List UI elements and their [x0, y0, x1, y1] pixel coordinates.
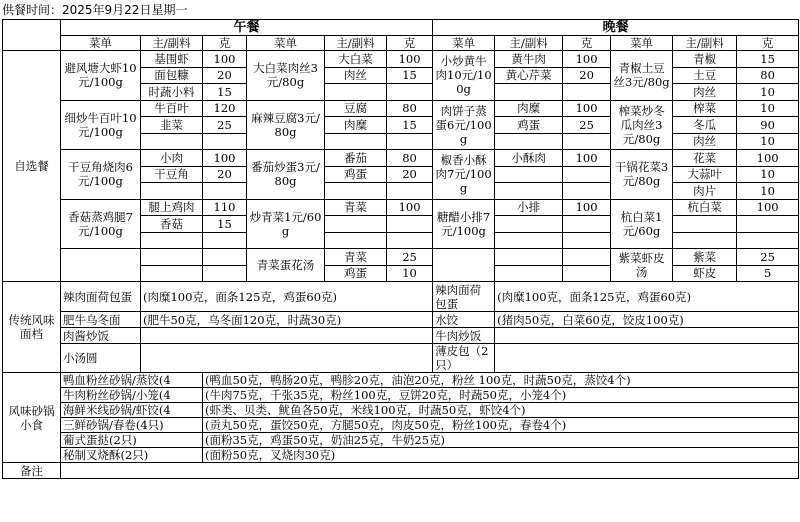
- gram: 80: [387, 150, 433, 167]
- dish-name: 紫菜虾皮汤: [611, 249, 673, 282]
- gram: [737, 216, 799, 233]
- gram: 100: [203, 150, 247, 167]
- gram: [737, 232, 799, 249]
- table-row: [3, 51, 799, 68]
- dish-name: [433, 249, 495, 282]
- gram: 100: [387, 51, 433, 68]
- ingredient: 韭菜: [141, 117, 203, 134]
- gram: 10: [737, 183, 799, 200]
- noodle-desc: [495, 328, 799, 344]
- col-header-dish: 菜单: [247, 36, 325, 51]
- category-shaguo: 风味砂锅小食: [3, 373, 61, 463]
- gram: [387, 133, 433, 150]
- ingredient: 肉糜: [495, 100, 563, 117]
- category-zixuan: 自选餐: [3, 51, 61, 282]
- gram: 15: [387, 67, 433, 84]
- table-row: [3, 418, 799, 433]
- col-header-ingredient: 主/副料: [325, 36, 387, 51]
- ingredient: 虾皮: [673, 265, 737, 282]
- ingredient: 干豆角: [141, 166, 203, 183]
- dish-name: 杭白菜1元/60g: [611, 199, 673, 249]
- ingredient: [495, 265, 563, 282]
- dish-name: 麻辣豆腐3元/80g: [247, 100, 325, 150]
- ingredient: [495, 166, 563, 183]
- gram: [203, 265, 247, 282]
- table-row: [3, 433, 799, 448]
- ingredient: [495, 183, 563, 200]
- noodle-name: 肉酱炒饭: [61, 328, 141, 344]
- ingredient: 豆腐: [325, 100, 387, 117]
- ingredient: 腿上鸡肉: [141, 199, 203, 216]
- category-beizhu: 备注: [3, 463, 61, 479]
- noodle-name: 辣肉面荷包蛋: [61, 282, 141, 312]
- gram: [387, 183, 433, 200]
- gram: [387, 84, 433, 101]
- gram: [563, 232, 611, 249]
- table-row: [3, 328, 799, 344]
- dish-name: 细炒牛百叶10元/100g: [61, 100, 141, 150]
- table-row: [3, 448, 799, 463]
- ingredient: 肉片: [673, 183, 737, 200]
- gram: 110: [203, 199, 247, 216]
- gram: 100: [563, 51, 611, 68]
- ingredient: 花菜: [673, 150, 737, 167]
- ingredient: 青菜: [325, 249, 387, 266]
- ingredient: 面包糠: [141, 67, 203, 84]
- dish-name: 椒香小酥肉7元/100g: [433, 150, 495, 200]
- gram: [387, 232, 433, 249]
- ingredient: 小肉: [141, 150, 203, 167]
- casserole-desc: (牛肉75克，千张35克，粉丝100克，豆饼20克，时蔬50克，小笼4个): [203, 388, 799, 403]
- gram: 20: [203, 166, 247, 183]
- ingredient: [141, 133, 203, 150]
- table-row: [3, 282, 799, 312]
- table-row: [3, 36, 799, 51]
- noodle-desc: (猪肉50克，白菜60克，饺皮100克): [495, 312, 799, 328]
- gram: [563, 216, 611, 233]
- dish-name: 香菇蒸鸡腿7元/100g: [61, 199, 141, 249]
- gram: [563, 265, 611, 282]
- ingredient: [325, 232, 387, 249]
- casserole-name: 海鲜米线砂锅/虾饺(4: [61, 403, 203, 418]
- ingredient: 番茄: [325, 150, 387, 167]
- table-row: [3, 388, 799, 403]
- casserole-desc: (虾类、贝类、鱿鱼各50克，米线100克，时蔬50克，虾饺4个): [203, 403, 799, 418]
- table-row: [3, 100, 799, 117]
- casserole-desc: (鸭血50克，鸭肠20克，鸭胗20克，油泡20克，粉丝 100克，时蔬50克，蒸饺4个): [203, 373, 799, 388]
- ingredient: [673, 232, 737, 249]
- casserole-name: 牛肉粉丝砂锅/小笼(4: [61, 388, 203, 403]
- gram: [203, 183, 247, 200]
- ingredient: [325, 84, 387, 101]
- dish-name: 避风塘大虾10元/100g: [61, 51, 141, 101]
- dish-name: 青菜蛋花汤: [247, 249, 325, 282]
- gram: 25: [563, 117, 611, 134]
- dish-name: 干豆角烧肉6元/100g: [61, 150, 141, 200]
- gram: 80: [387, 100, 433, 117]
- gram: 10: [387, 265, 433, 282]
- gram: 25: [203, 117, 247, 134]
- ingredient: 肉丝: [673, 84, 737, 101]
- table-row: [3, 344, 799, 373]
- gram: [563, 166, 611, 183]
- noodle-desc: (肥牛50克，乌冬面120克，时蔬30克): [141, 312, 433, 328]
- noodle-desc: [141, 328, 433, 344]
- dish-name: 肉饼子蒸蛋6元/100g: [433, 100, 495, 150]
- noodle-name: 水饺: [433, 312, 495, 328]
- ingredient: [141, 265, 203, 282]
- casserole-name: 三鲜砂锅/春卷(4只): [61, 418, 203, 433]
- gram: 15: [203, 216, 247, 233]
- ingredient: 紫菜: [673, 249, 737, 266]
- gram: 20: [563, 67, 611, 84]
- gram: 20: [203, 67, 247, 84]
- noodle-desc: [141, 344, 433, 373]
- ingredient: [325, 183, 387, 200]
- category-chuantong: 传统风味面档: [3, 282, 61, 373]
- ingredient: 鸡蛋: [495, 117, 563, 134]
- ingredient: 榨菜: [673, 100, 737, 117]
- table-row: [3, 249, 799, 266]
- dish-name: 青椒土豆丝3元/80g: [611, 51, 673, 101]
- gram: [203, 232, 247, 249]
- gram: 10: [737, 100, 799, 117]
- table-row: [3, 463, 799, 479]
- dish-name: 小炒黄牛肉10元/100g: [433, 51, 495, 101]
- gram: 25: [737, 249, 799, 266]
- lunch-header: 午餐: [61, 20, 433, 36]
- ingredient: 鸡蛋: [325, 166, 387, 183]
- ingredient: 香菇: [141, 216, 203, 233]
- note-cell: [61, 463, 799, 479]
- casserole-name: 鸭血粉丝砂锅/蒸饺(4: [61, 373, 203, 388]
- ingredient: 小排: [495, 199, 563, 216]
- noodle-name: 辣肉面荷包蛋: [433, 282, 495, 312]
- ingredient: 牛百叶: [141, 100, 203, 117]
- gram: 80: [737, 67, 799, 84]
- ingredient: 小酥肉: [495, 150, 563, 167]
- casserole-name: 秘制叉烧酥(2只): [61, 448, 203, 463]
- table-row: [3, 373, 799, 388]
- col-header-ingredient: 主/副料: [673, 36, 737, 51]
- ingredient: [141, 232, 203, 249]
- col-header-dish: 菜单: [611, 36, 673, 51]
- col-header-ingredient: 主/副料: [141, 36, 203, 51]
- ingredient: 黄牛肉: [495, 51, 563, 68]
- ingredient: 杭白菜: [673, 199, 737, 216]
- ingredient: 时蔬小料: [141, 84, 203, 101]
- table-row: [3, 20, 799, 36]
- ingredient: 肉丝: [325, 67, 387, 84]
- ingredient: 基围虾: [141, 51, 203, 68]
- ingredient: [495, 133, 563, 150]
- gram: [387, 216, 433, 233]
- ingredient: [495, 249, 563, 266]
- ingredient: 肉丝: [673, 133, 737, 150]
- gram: [563, 84, 611, 101]
- col-header-gram: 克: [737, 36, 799, 51]
- col-header-dish: 菜单: [61, 36, 141, 51]
- dish-name: 大白菜肉丝3元/80g: [247, 51, 325, 101]
- gram: 15: [737, 51, 799, 68]
- ingredient: 大白菜: [325, 51, 387, 68]
- noodle-desc: (肉糜100克，面条125克，鸡蛋60克): [495, 282, 799, 312]
- casserole-name: 葡式蛋挞(2只): [61, 433, 203, 448]
- gram: 90: [737, 117, 799, 134]
- gram: 10: [737, 133, 799, 150]
- ingredient: 大蒜叶: [673, 166, 737, 183]
- gram: 120: [203, 100, 247, 117]
- gram: [563, 249, 611, 266]
- gram: 100: [737, 150, 799, 167]
- dish-name: 番茄炒蛋3元/80g: [247, 150, 325, 200]
- noodle-name: 肥牛乌冬面: [61, 312, 141, 328]
- casserole-desc: (面粉35克，鸡蛋50克，奶油25克，牛奶25克): [203, 433, 799, 448]
- corner-cell: [3, 20, 61, 51]
- gram: [203, 249, 247, 266]
- dish-name: 炒青菜1元/60g: [247, 199, 325, 249]
- table-row: [3, 403, 799, 418]
- gram: 100: [203, 51, 247, 68]
- ingredient: 冬瓜: [673, 117, 737, 134]
- gram: 10: [737, 166, 799, 183]
- noodle-name: 小汤圆: [61, 344, 141, 373]
- col-header-gram: 克: [387, 36, 433, 51]
- ingredient: 土豆: [673, 67, 737, 84]
- ingredient: [325, 133, 387, 150]
- menu-table: [2, 19, 799, 479]
- noodle-name: 牛肉炒饭: [433, 328, 495, 344]
- gram: 15: [203, 84, 247, 101]
- gram: 100: [387, 199, 433, 216]
- noodle-desc: (肉糜100克，面条125克，鸡蛋60克): [141, 282, 433, 312]
- ingredient: [495, 232, 563, 249]
- casserole-desc: (面粉50克，叉烧肉30克): [203, 448, 799, 463]
- dinner-header: 晚餐: [433, 20, 799, 36]
- gram: 5: [737, 265, 799, 282]
- gram: 100: [563, 150, 611, 167]
- dish-name: 糖醋小排7元/100g: [433, 199, 495, 249]
- dish-name: 榨菜炒冬瓜肉丝3元/80g: [611, 100, 673, 150]
- dish-name: 干锅花菜3元/80g: [611, 150, 673, 200]
- ingredient: [325, 216, 387, 233]
- table-row: [3, 150, 799, 167]
- gram: [563, 183, 611, 200]
- table-row: [3, 312, 799, 328]
- ingredient: 青椒: [673, 51, 737, 68]
- gram: 100: [737, 199, 799, 216]
- col-header-dish: 菜单: [433, 36, 495, 51]
- ingredient: [495, 84, 563, 101]
- gram: [203, 133, 247, 150]
- page-title: 供餐时间：2025年9月22日星期一: [2, 3, 188, 17]
- ingredient: [495, 216, 563, 233]
- dish-name: [61, 249, 141, 282]
- ingredient: 肉糜: [325, 117, 387, 134]
- gram: 100: [563, 100, 611, 117]
- gram: [563, 133, 611, 150]
- col-header-gram: 克: [563, 36, 611, 51]
- gram: 10: [737, 84, 799, 101]
- ingredient: 青菜: [325, 199, 387, 216]
- ingredient: 黄心芹菜: [495, 67, 563, 84]
- gram: 25: [387, 249, 433, 266]
- noodle-name: 薄皮包（2只）: [433, 344, 495, 373]
- col-header-ingredient: 主/副料: [495, 36, 563, 51]
- casserole-desc: (贡丸50克，蛋饺50克，方腿50克，肉皮50克，粉丝100克，春卷4个): [203, 418, 799, 433]
- gram: 20: [387, 166, 433, 183]
- col-header-gram: 克: [203, 36, 247, 51]
- noodle-desc: [495, 344, 799, 373]
- gram: 15: [387, 117, 433, 134]
- table-row: [3, 199, 799, 216]
- ingredient: [141, 183, 203, 200]
- ingredient: [673, 216, 737, 233]
- ingredient: 鸡蛋: [325, 265, 387, 282]
- ingredient: [141, 249, 203, 266]
- gram: 100: [563, 199, 611, 216]
